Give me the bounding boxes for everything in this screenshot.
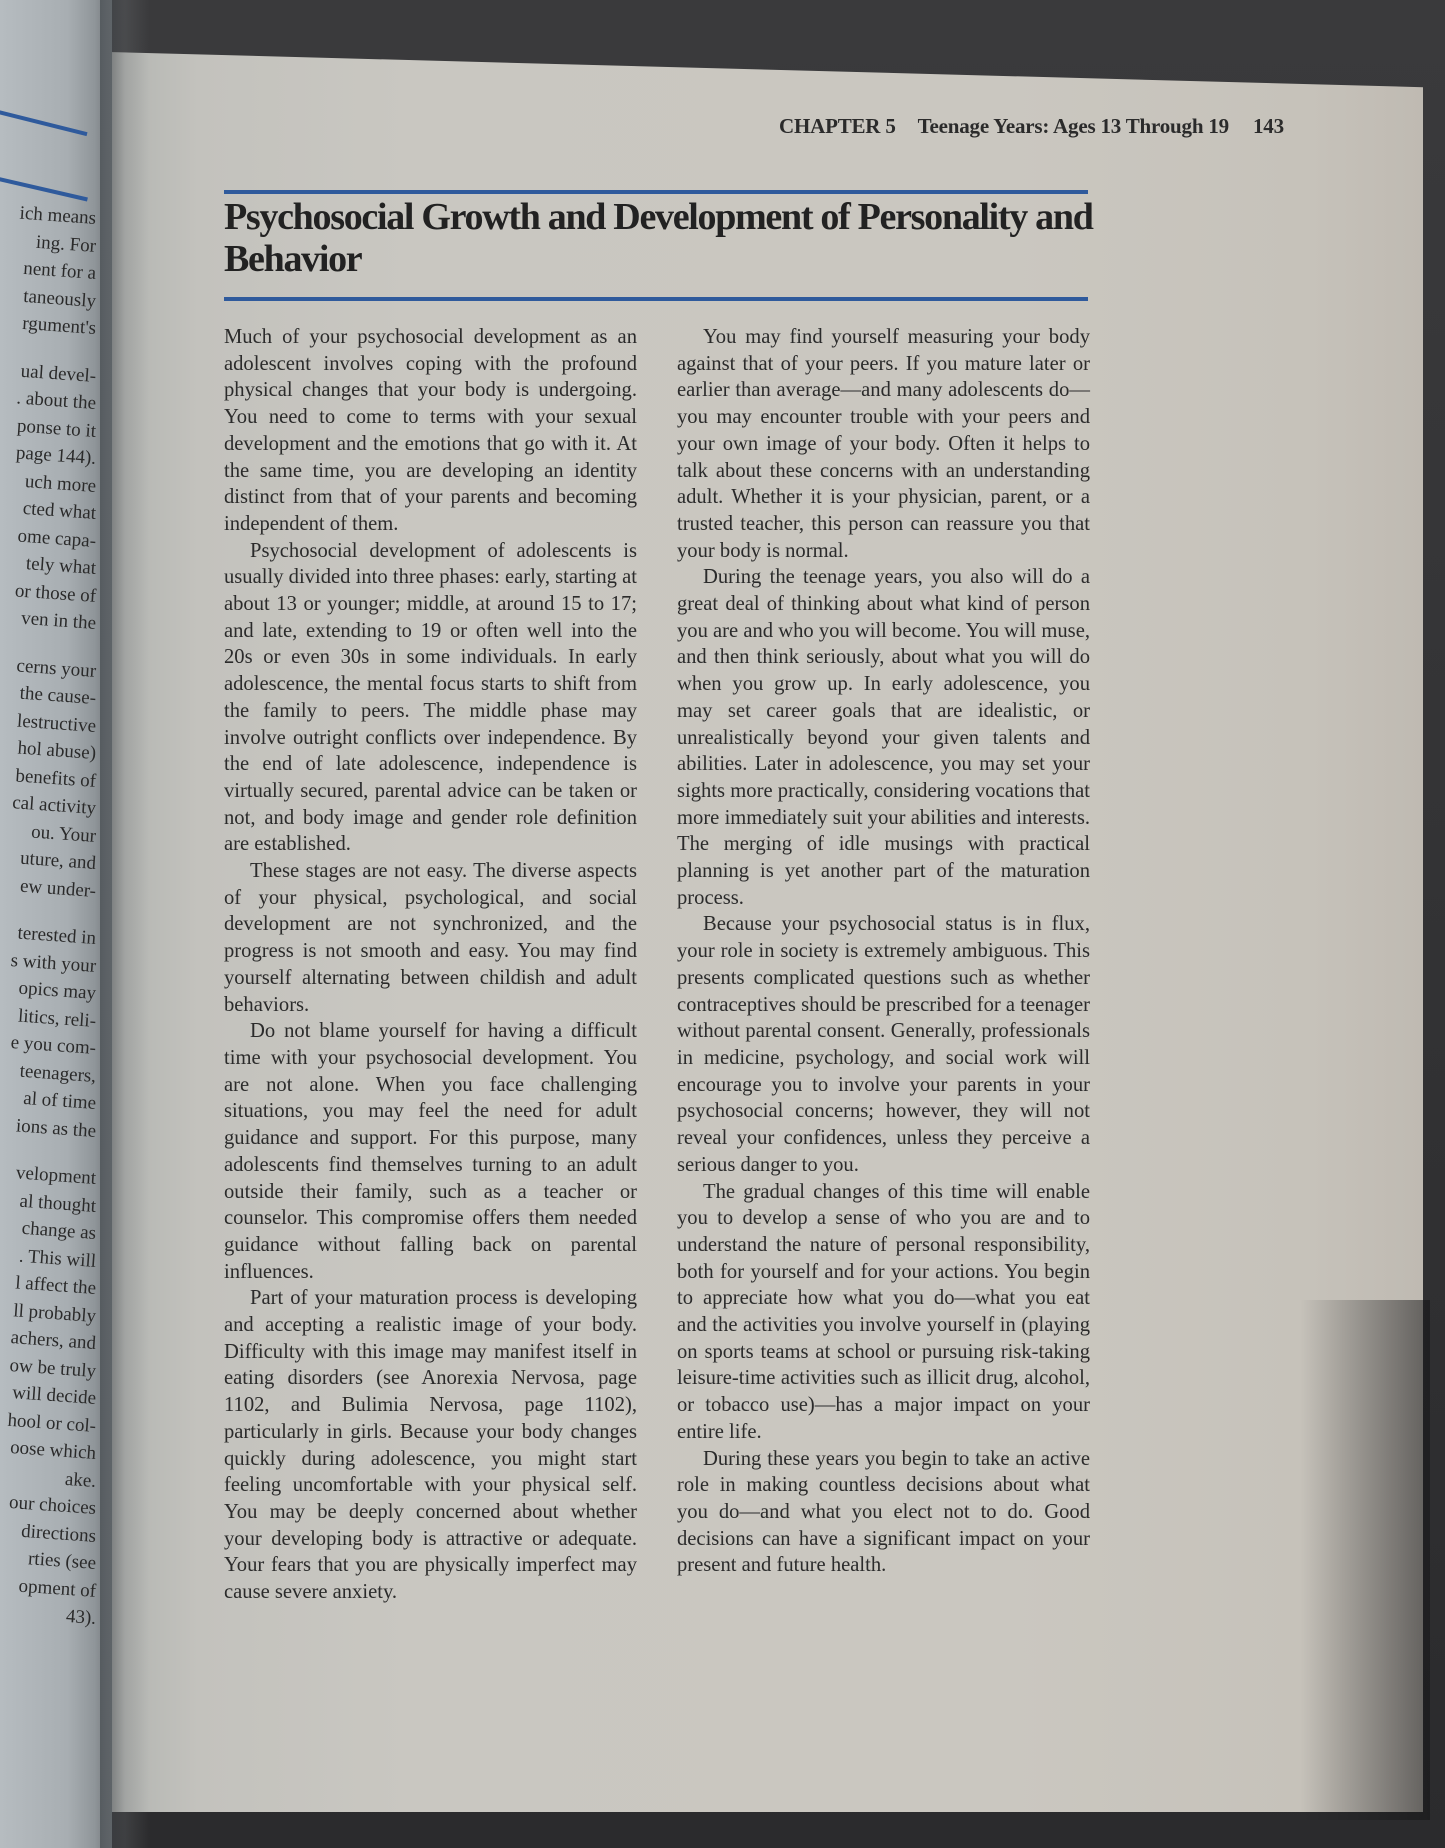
page-shadow — [1300, 1300, 1430, 1820]
facing-page-line: ions as the — [15, 1114, 97, 1142]
facing-page-line: nent for a — [22, 257, 97, 284]
facing-page-line: ou. Your — [30, 820, 97, 847]
facing-page-line: will decide — [11, 1382, 97, 1409]
running-head — [779, 114, 1284, 139]
facing-page-line: . about the — [15, 387, 97, 414]
facing-page-line: rties (see — [27, 1548, 97, 1574]
facing-page-line: oose which — [9, 1437, 97, 1464]
facing-page-line: opics may — [17, 977, 97, 1004]
facing-page-line: benefits of — [14, 764, 97, 792]
facing-page-line: ome capa- — [16, 525, 97, 552]
facing-page-line: s with your — [9, 949, 97, 977]
facing-page-text — [0, 202, 97, 1633]
facing-page-line: page 144). — [15, 442, 97, 469]
facing-page-line: achers, and — [10, 1327, 97, 1354]
paragraph: You may find yourself measuring your body against that of your peers. If you mature later or earlier than average—and many adolescents do—you may encounter trouble with your peers and your own image of your body. Often it helps to talk about these concerns with an understanding adult. Whether it is your physician, parent, or a trusted teacher, this person can reassure you that your body is normal. — [677, 326, 1090, 562]
page-number: 143 — [1252, 114, 1284, 138]
facing-page-line: ll probably — [12, 1299, 97, 1327]
right-column — [677, 324, 1090, 1579]
facing-page-line: al of time — [22, 1087, 97, 1114]
facing-page-rule — [0, 108, 88, 136]
paragraph: Much of your psychosocial development as an adolescent involves coping with the profound physical changes that your body is undergoing. You need to come to terms with your sexual development and the emotions that go with it. At the same time, you are developing an identity distinct from that of your parents and becoming independent of them. — [224, 326, 637, 535]
facing-page-line: cal activity — [11, 792, 97, 819]
title-rule-bottom — [224, 297, 1088, 301]
facing-page-line: ven in the — [20, 607, 97, 634]
facing-page-line: hol abuse) — [16, 737, 97, 764]
paragraph: Part of your maturation process is developing and accepting a realistic image of your body. Difficulty with this image may manifest itself in eating disorders (see Anorexia Nervosa, page 1102, and Bulimia Nervosa, page 1102), particularly in girls. Because your body changes quickly during adolescence, you might start feeling uncomfortable with your physical self. You may be deeply concerned about whether your developing body is attractive or adequate. Your fears that you are physically imperfect may cause severe anxiety. — [224, 1287, 637, 1604]
paragraph: Do not blame yourself for having a difficult time with your psychosocial development. You are not alone. When you face challenging situations, you may feel the need for adult guidance and support. For this purpose, many adolescents find themselves turning to an adult outside their family, such as a teacher or counselor. This compromise offers them needed guidance without falling back on parental influences. — [224, 1020, 637, 1283]
facing-page-line: uch more — [24, 470, 97, 497]
facing-page-line: or those of — [14, 579, 97, 607]
facing-page-line: ich means — [18, 202, 97, 229]
facing-page-line: directions — [20, 1520, 97, 1547]
facing-page-line: uture, and — [19, 847, 97, 874]
facing-page-line: ake. — [64, 1468, 97, 1492]
facing-page-line: velopment — [15, 1162, 97, 1189]
facing-page-line: tely what — [25, 553, 97, 579]
facing-page-line: our choices — [8, 1491, 97, 1519]
facing-page-line: teenagers, — [18, 1060, 97, 1087]
paragraph: The gradual changes of this time will enable you to develop a sense of who you are and to understand the nature of personal responsibility, both for yourself and for your actions. You begin to appreciate how what you do—what you eat and the activities you involve yourself in (playing on sports teams at school or pursuing risk-taking leisure-time activities such as illicit drug, alcohol, or tobacco use)—has a major impact on your entire life. — [677, 1180, 1090, 1443]
facing-page-line: terested in — [16, 922, 97, 949]
facing-page-line: ual devel- — [20, 360, 97, 387]
facing-page-line: ew under- — [19, 875, 97, 902]
paragraph: Psychosocial development of adolescents is usually divided into three phases: early, starting at about 13 or younger; middle, at around 15 to 17; and late, extending to 19 or often well into the 20s or even 30s in some individuals. In early adolescence, the mental focus starts to shift from the family to peers. The middle phase may involve outright conflicts over independence. By the end of late adolescence, independence is virtually secured, parental advice can be taken or not, and body image and gender role definition are established. — [224, 539, 637, 856]
facing-page — [0, 0, 112, 1848]
left-column — [224, 324, 637, 1606]
facing-page-line: 43). — [65, 1605, 97, 1629]
chapter-title: Teenage Years: Ages 13 Through 19 — [917, 114, 1229, 138]
chapter-label: CHAPTER 5 — [779, 114, 896, 138]
facing-page-line: ing. For — [35, 231, 97, 257]
paragraph: Because your psychosocial status is in flux, your role in society is extremely ambiguous. This presents complicated questions such as whether contraceptives should be prescribed for a teenager without parental consent. Generally, professionals in medicine, psychology, and social work will encourage you to involve your parents in your psychosocial concerns; however, they will not reveal your confidences, unless they perceive a serious danger to you. — [677, 913, 1090, 1176]
facing-page-line: cerns your — [15, 654, 97, 682]
facing-page-rule — [0, 175, 88, 201]
facing-page-line: . This will — [18, 1245, 97, 1272]
paragraph: These stages are not easy. The diverse aspects of your physical, psychological, and social development are not synchronized, and the progress is not smooth and easy. You may find yourself alternating between childish and adult behaviors. — [224, 860, 637, 1016]
facing-page-line: taneously — [22, 285, 97, 312]
title-rule-top — [224, 190, 1088, 194]
facing-page-line: opment of — [17, 1575, 97, 1602]
facing-page-line: ow be truly — [8, 1354, 97, 1382]
facing-page-line: ponse to it — [16, 415, 97, 442]
facing-page-line: hool or col- — [6, 1409, 97, 1437]
facing-page-line: e you com- — [10, 1032, 97, 1059]
paragraph: During these years you begin to take an active role in making countless decisions about what you do—and what you elect not to do. Good decisions can have a significant impact on your present and future health. — [677, 1447, 1090, 1577]
facing-page-line: the cause- — [18, 682, 97, 709]
facing-page-line: l affect the — [14, 1272, 97, 1299]
spine-shadow — [100, 0, 150, 1848]
facing-page-line: al thought — [18, 1190, 97, 1217]
facing-page-line: litics, reli- — [17, 1005, 97, 1032]
facing-page-line: change as — [21, 1217, 97, 1244]
facing-page-line: rgument's — [21, 312, 97, 339]
facing-page-line: lestructive — [16, 710, 97, 737]
section-title: Psychosocial Growth and Development of Personality and Behavior — [224, 196, 1093, 280]
paragraph: During the teenage years, you also will do a great deal of thinking about what kind of person you are and who you will become. You will muse, and then think seriously, about what you will do when you grow up. In early adolescence, you may set career goals that are idealistic, or unrealistically beyond your given talents and abilities. Later in adolescence, you may set your sights more practically, considering vocations that more immediately suit your abilities and interests. The merging of idle musings with practical planning is yet another part of the maturation process. — [677, 566, 1090, 909]
facing-page-line: cted what — [22, 497, 97, 524]
